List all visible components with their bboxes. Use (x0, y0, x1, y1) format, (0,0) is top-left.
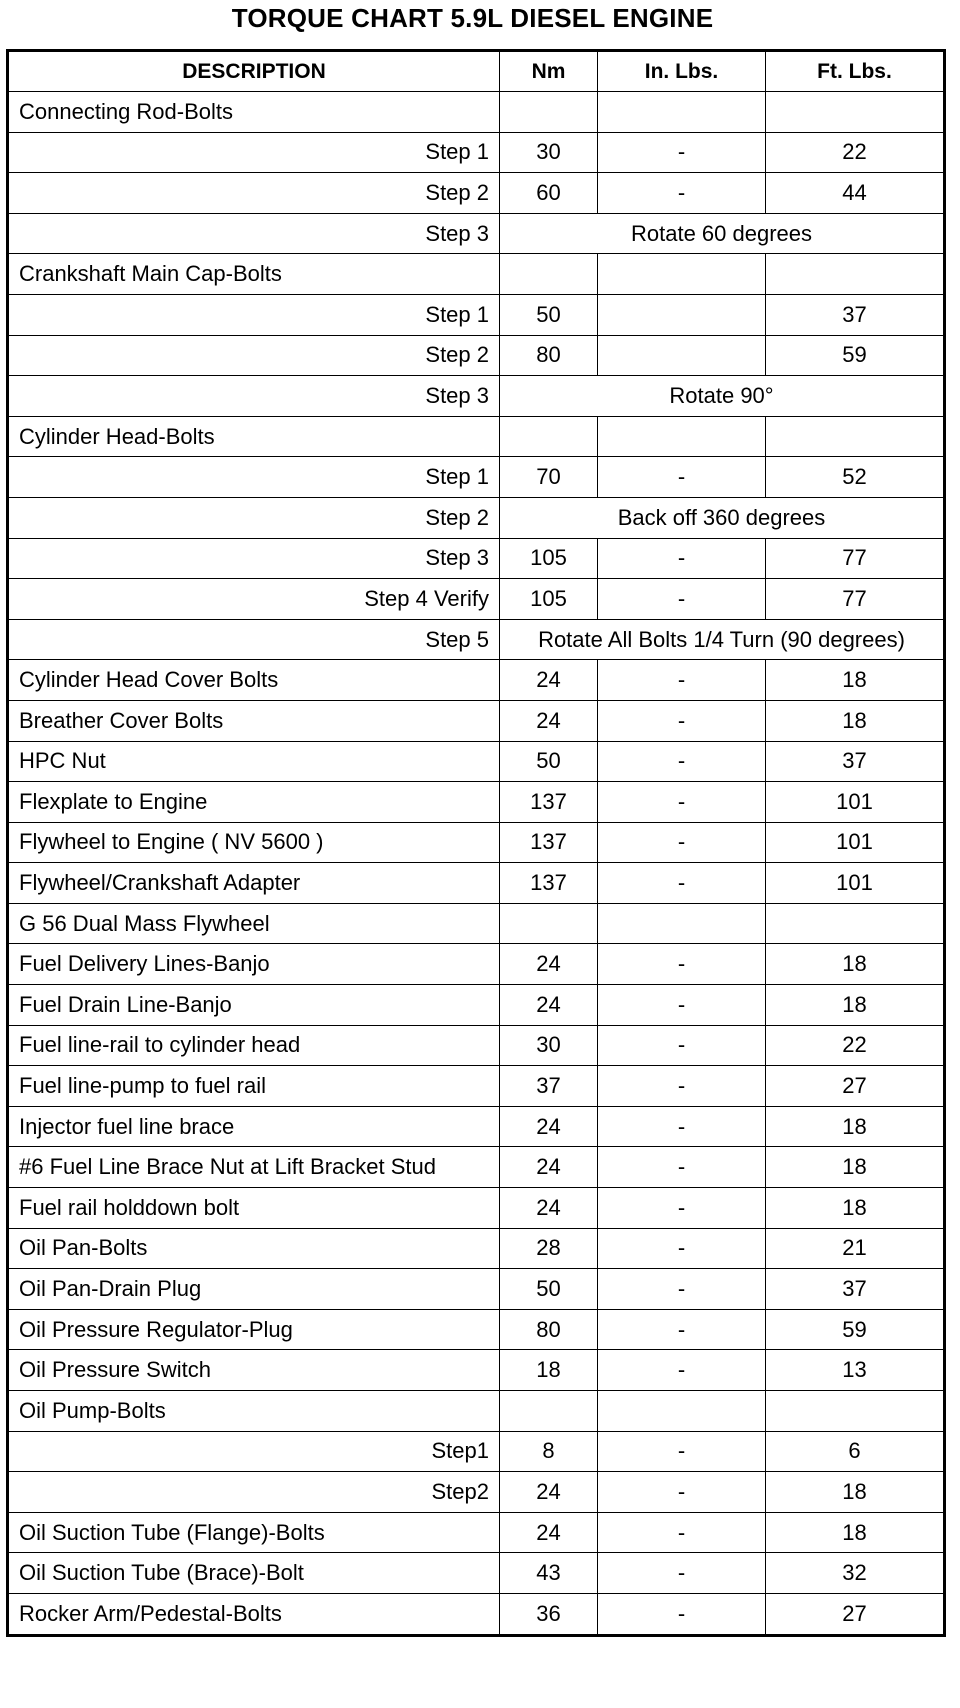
row-ft-lbs: 27 (766, 1066, 945, 1107)
row-description: Crankshaft Main Cap-Bolts (8, 254, 500, 295)
row-ft-lbs: 22 (766, 132, 945, 173)
row-ft-lbs: 37 (766, 741, 945, 782)
row-ft-lbs: 77 (766, 579, 945, 620)
row-in-lbs: - (598, 944, 766, 985)
row-description: Fuel rail holddown bolt (8, 1188, 500, 1229)
row-description: HPC Nut (8, 741, 500, 782)
row-description: G 56 Dual Mass Flywheel (8, 903, 500, 944)
row-in-lbs: - (598, 538, 766, 579)
row-in-lbs: - (598, 1309, 766, 1350)
row-nm: 137 (500, 863, 598, 904)
row-ft-lbs: 101 (766, 863, 945, 904)
row-in-lbs: - (598, 457, 766, 498)
table-row (8, 863, 945, 904)
row-ft-lbs: 52 (766, 457, 945, 498)
table-row (8, 1025, 945, 1066)
row-in-lbs (598, 294, 766, 335)
table-row (8, 1553, 945, 1594)
row-in-lbs: - (598, 782, 766, 823)
row-in-lbs: - (598, 1431, 766, 1472)
row-description: Step 3 (8, 213, 500, 254)
row-nm: 30 (500, 1025, 598, 1066)
row-in-lbs: - (598, 132, 766, 173)
row-description: Step 3 (8, 538, 500, 579)
row-in-lbs: - (598, 173, 766, 214)
row-description: Step 2 (8, 497, 500, 538)
row-description: Flywheel/Crankshaft Adapter (8, 863, 500, 904)
row-description: Oil Suction Tube (Brace)-Bolt (8, 1553, 500, 1594)
row-nm: 50 (500, 294, 598, 335)
row-ft-lbs (766, 92, 945, 133)
row-in-lbs: - (598, 822, 766, 863)
row-ft-lbs (766, 416, 945, 457)
row-in-lbs (598, 335, 766, 376)
header-description: DESCRIPTION (8, 51, 500, 92)
row-nm: 24 (500, 1147, 598, 1188)
table-row (8, 213, 945, 254)
row-nm (500, 1391, 598, 1432)
row-in-lbs (598, 254, 766, 295)
table-row (8, 1228, 945, 1269)
row-instruction: Back off 360 degrees (500, 497, 945, 538)
row-nm: 50 (500, 1269, 598, 1310)
row-description: Flywheel to Engine ( NV 5600 ) (8, 822, 500, 863)
row-instruction: Rotate All Bolts 1/4 Turn (90 degrees) (500, 619, 945, 660)
row-nm: 137 (500, 782, 598, 823)
row-description: Step 5 (8, 619, 500, 660)
row-nm: 24 (500, 1472, 598, 1513)
row-ft-lbs: 21 (766, 1228, 945, 1269)
row-ft-lbs: 13 (766, 1350, 945, 1391)
table-row (8, 782, 945, 823)
header-in-lbs: In. Lbs. (598, 51, 766, 92)
table-row (8, 294, 945, 335)
row-description: Cylinder Head-Bolts (8, 416, 500, 457)
row-nm: 50 (500, 741, 598, 782)
row-in-lbs (598, 903, 766, 944)
row-ft-lbs: 18 (766, 1106, 945, 1147)
row-description: Step1 (8, 1431, 500, 1472)
row-in-lbs: - (598, 1147, 766, 1188)
table-row (8, 1106, 945, 1147)
row-in-lbs: - (598, 1472, 766, 1513)
row-description: Fuel line-rail to cylinder head (8, 1025, 500, 1066)
row-in-lbs (598, 416, 766, 457)
table-header-row (8, 51, 945, 92)
table-row (8, 497, 945, 538)
table-row (8, 457, 945, 498)
row-in-lbs: - (598, 1188, 766, 1229)
row-description: Breather Cover Bolts (8, 700, 500, 741)
row-ft-lbs: 18 (766, 1512, 945, 1553)
torque-table (6, 49, 946, 1637)
row-description: Oil Pressure Regulator-Plug (8, 1309, 500, 1350)
row-in-lbs: - (598, 863, 766, 904)
table-row (8, 822, 945, 863)
table-row (8, 1147, 945, 1188)
header-nm: Nm (500, 51, 598, 92)
row-in-lbs (598, 1391, 766, 1432)
row-in-lbs: - (598, 1106, 766, 1147)
table-row (8, 173, 945, 214)
table-row (8, 254, 945, 295)
row-nm (500, 903, 598, 944)
row-description: Oil Pump-Bolts (8, 1391, 500, 1432)
row-in-lbs: - (598, 1228, 766, 1269)
row-ft-lbs: 18 (766, 660, 945, 701)
row-in-lbs: - (598, 1025, 766, 1066)
row-ft-lbs: 37 (766, 1269, 945, 1310)
table-row (8, 335, 945, 376)
row-ft-lbs: 44 (766, 173, 945, 214)
row-nm: 37 (500, 1066, 598, 1107)
row-description: Rocker Arm/Pedestal-Bolts (8, 1593, 500, 1635)
table-row (8, 1512, 945, 1553)
row-instruction: Rotate 60 degrees (500, 213, 945, 254)
row-description: Step 2 (8, 173, 500, 214)
row-in-lbs: - (598, 985, 766, 1026)
table-row (8, 1431, 945, 1472)
row-nm: 105 (500, 538, 598, 579)
row-nm: 30 (500, 132, 598, 173)
row-in-lbs: - (598, 579, 766, 620)
row-in-lbs: - (598, 1512, 766, 1553)
row-ft-lbs: 59 (766, 335, 945, 376)
row-nm: 24 (500, 700, 598, 741)
table-row (8, 1472, 945, 1513)
row-description: #6 Fuel Line Brace Nut at Lift Bracket Stud (8, 1147, 500, 1188)
table-row (8, 700, 945, 741)
row-ft-lbs (766, 254, 945, 295)
row-nm (500, 254, 598, 295)
table-row (8, 985, 945, 1026)
row-nm: 36 (500, 1593, 598, 1635)
row-ft-lbs: 37 (766, 294, 945, 335)
row-nm: 24 (500, 944, 598, 985)
row-in-lbs: - (598, 1350, 766, 1391)
row-description: Step2 (8, 1472, 500, 1513)
row-ft-lbs: 18 (766, 700, 945, 741)
row-description: Step 1 (8, 132, 500, 173)
row-nm: 70 (500, 457, 598, 498)
table-row (8, 416, 945, 457)
row-in-lbs: - (598, 1553, 766, 1594)
table-row (8, 1188, 945, 1229)
table-row (8, 579, 945, 620)
page-title: TORQUE CHART 5.9L DIESEL ENGINE (231, 3, 714, 33)
table-row (8, 1350, 945, 1391)
row-ft-lbs: 22 (766, 1025, 945, 1066)
row-description: Fuel line-pump to fuel rail (8, 1066, 500, 1107)
row-description: Oil Pressure Switch (8, 1350, 500, 1391)
table-row (8, 944, 945, 985)
row-in-lbs (598, 92, 766, 133)
row-ft-lbs: 101 (766, 822, 945, 863)
row-in-lbs: - (598, 660, 766, 701)
row-nm: 24 (500, 1188, 598, 1229)
table-row (8, 903, 945, 944)
table-row (8, 1391, 945, 1432)
row-ft-lbs (766, 903, 945, 944)
row-ft-lbs: 18 (766, 985, 945, 1026)
table-row (8, 538, 945, 579)
row-ft-lbs: 18 (766, 1188, 945, 1229)
row-ft-lbs: 59 (766, 1309, 945, 1350)
row-ft-lbs: 27 (766, 1593, 945, 1635)
row-description: Cylinder Head Cover Bolts (8, 660, 500, 701)
row-in-lbs: - (598, 741, 766, 782)
row-description: Oil Pan-Bolts (8, 1228, 500, 1269)
table-row (8, 1309, 945, 1350)
row-nm: 137 (500, 822, 598, 863)
row-nm: 18 (500, 1350, 598, 1391)
table-row (8, 1593, 945, 1635)
row-nm: 80 (500, 1309, 598, 1350)
row-ft-lbs: 18 (766, 944, 945, 985)
row-nm: 43 (500, 1553, 598, 1594)
table-row (8, 376, 945, 417)
row-in-lbs: - (598, 1066, 766, 1107)
row-description: Step 3 (8, 376, 500, 417)
row-nm: 24 (500, 660, 598, 701)
row-ft-lbs: 77 (766, 538, 945, 579)
row-in-lbs: - (598, 1593, 766, 1635)
table-row (8, 132, 945, 173)
row-in-lbs: - (598, 700, 766, 741)
table-row (8, 619, 945, 660)
row-nm: 28 (500, 1228, 598, 1269)
row-description: Fuel Delivery Lines-Banjo (8, 944, 500, 985)
row-nm: 24 (500, 1512, 598, 1553)
table-row (8, 741, 945, 782)
row-description: Step 1 (8, 294, 500, 335)
row-ft-lbs: 101 (766, 782, 945, 823)
table-body (8, 92, 945, 1636)
table-row (8, 92, 945, 133)
table-row (8, 660, 945, 701)
table-row (8, 1269, 945, 1310)
row-in-lbs: - (598, 1269, 766, 1310)
row-nm: 60 (500, 173, 598, 214)
row-nm: 24 (500, 985, 598, 1026)
row-nm: 8 (500, 1431, 598, 1472)
row-description: Injector fuel line brace (8, 1106, 500, 1147)
row-ft-lbs: 32 (766, 1553, 945, 1594)
row-nm (500, 416, 598, 457)
header-ft-lbs: Ft. Lbs. (766, 51, 945, 92)
row-instruction: Rotate 90° (500, 376, 945, 417)
row-description: Step 1 (8, 457, 500, 498)
row-nm: 105 (500, 579, 598, 620)
row-description: Connecting Rod-Bolts (8, 92, 500, 133)
row-ft-lbs: 18 (766, 1472, 945, 1513)
row-description: Flexplate to Engine (8, 782, 500, 823)
row-ft-lbs: 18 (766, 1147, 945, 1188)
row-description: Oil Pan-Drain Plug (8, 1269, 500, 1310)
row-nm: 80 (500, 335, 598, 376)
row-nm: 24 (500, 1106, 598, 1147)
row-description: Oil Suction Tube (Flange)-Bolts (8, 1512, 500, 1553)
row-ft-lbs (766, 1391, 945, 1432)
table-row (8, 1066, 945, 1107)
row-description: Step 2 (8, 335, 500, 376)
row-description: Step 4 Verify (8, 579, 500, 620)
row-description: Fuel Drain Line-Banjo (8, 985, 500, 1026)
row-nm (500, 92, 598, 133)
row-ft-lbs: 6 (766, 1431, 945, 1472)
